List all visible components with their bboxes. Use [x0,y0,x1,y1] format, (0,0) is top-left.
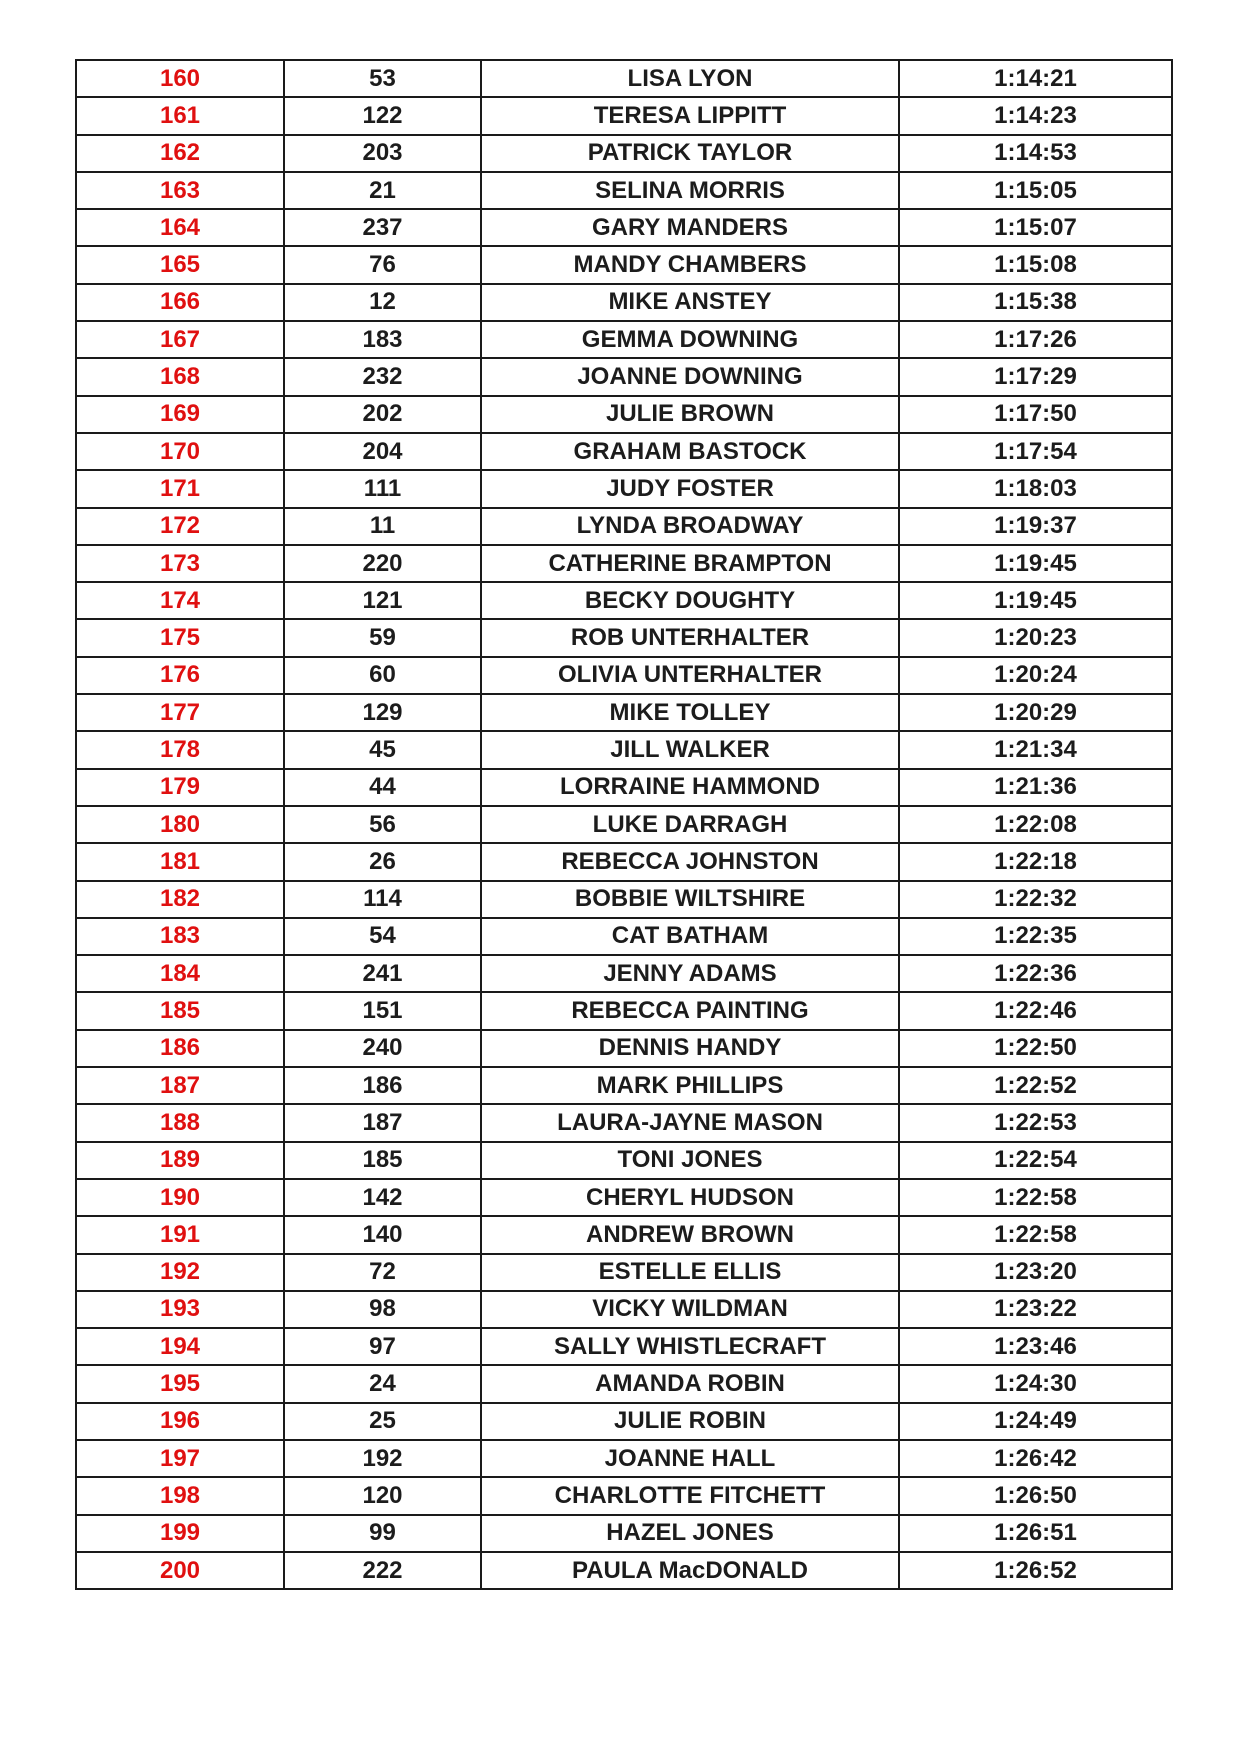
runner-name: HAZEL JONES [481,1515,899,1552]
runner-name: JILL WALKER [481,731,899,768]
bib-number: 122 [284,97,481,134]
finish-position: 166 [76,284,284,321]
runner-name: BOBBIE WILTSHIRE [481,881,899,918]
runner-name: CAT BATHAM [481,918,899,955]
result-row [76,97,1172,134]
runner-name: LISA LYON [481,60,899,97]
finish-time: 1:22:36 [899,955,1172,992]
result-row [76,1142,1172,1179]
finish-time: 1:17:26 [899,321,1172,358]
finish-time: 1:15:08 [899,246,1172,283]
finish-time: 1:22:54 [899,1142,1172,1179]
runner-name: CATHERINE BRAMPTON [481,545,899,582]
bib-number: 202 [284,396,481,433]
finish-position: 196 [76,1403,284,1440]
runner-name: OLIVIA UNTERHALTER [481,657,899,694]
result-row [76,881,1172,918]
runner-name: AMANDA ROBIN [481,1365,899,1402]
finish-position: 162 [76,135,284,172]
finish-time: 1:22:46 [899,992,1172,1029]
finish-position: 194 [76,1328,284,1365]
finish-time: 1:24:30 [899,1365,1172,1402]
bib-number: 203 [284,135,481,172]
bib-number: 111 [284,470,481,507]
finish-time: 1:22:53 [899,1104,1172,1141]
finish-position: 165 [76,246,284,283]
finish-time: 1:18:03 [899,470,1172,507]
finish-position: 179 [76,769,284,806]
finish-position: 195 [76,1365,284,1402]
finish-position: 191 [76,1216,284,1253]
runner-name: TONI JONES [481,1142,899,1179]
finish-time: 1:19:37 [899,508,1172,545]
finish-position: 197 [76,1440,284,1477]
result-row [76,284,1172,321]
bib-number: 25 [284,1403,481,1440]
bib-number: 97 [284,1328,481,1365]
result-row [76,1254,1172,1291]
bib-number: 129 [284,694,481,731]
finish-position: 199 [76,1515,284,1552]
results-table-body [76,60,1172,1589]
bib-number: 59 [284,619,481,656]
finish-time: 1:21:34 [899,731,1172,768]
finish-position: 175 [76,619,284,656]
result-row [76,396,1172,433]
finish-time: 1:23:22 [899,1291,1172,1328]
bib-number: 72 [284,1254,481,1291]
finish-time: 1:22:08 [899,806,1172,843]
runner-name: LYNDA BROADWAY [481,508,899,545]
runner-name: REBECCA PAINTING [481,992,899,1029]
runner-name: JULIE BROWN [481,396,899,433]
bib-number: 151 [284,992,481,1029]
finish-position: 189 [76,1142,284,1179]
finish-position: 167 [76,321,284,358]
finish-time: 1:24:49 [899,1403,1172,1440]
finish-time: 1:26:51 [899,1515,1172,1552]
result-row [76,843,1172,880]
finish-position: 187 [76,1067,284,1104]
finish-time: 1:26:52 [899,1552,1172,1589]
finish-position: 182 [76,881,284,918]
bib-number: 120 [284,1477,481,1514]
runner-name: REBECCA JOHNSTON [481,843,899,880]
bib-number: 53 [284,60,481,97]
finish-position: 170 [76,433,284,470]
bib-number: 44 [284,769,481,806]
finish-position: 188 [76,1104,284,1141]
result-row [76,60,1172,97]
result-row [76,358,1172,395]
finish-position: 180 [76,806,284,843]
bib-number: 237 [284,209,481,246]
finish-position: 171 [76,470,284,507]
runner-name: JULIE ROBIN [481,1403,899,1440]
result-row [76,1403,1172,1440]
finish-time: 1:20:29 [899,694,1172,731]
finish-time: 1:14:53 [899,135,1172,172]
result-row [76,731,1172,768]
runner-name: LORRAINE HAMMOND [481,769,899,806]
bib-number: 192 [284,1440,481,1477]
finish-time: 1:22:58 [899,1216,1172,1253]
bib-number: 11 [284,508,481,545]
runner-name: MIKE TOLLEY [481,694,899,731]
result-row [76,582,1172,619]
finish-position: 169 [76,396,284,433]
finish-position: 164 [76,209,284,246]
finish-time: 1:23:46 [899,1328,1172,1365]
bib-number: 60 [284,657,481,694]
finish-time: 1:22:32 [899,881,1172,918]
finish-time: 1:17:29 [899,358,1172,395]
runner-name: LUKE DARRAGH [481,806,899,843]
finish-position: 183 [76,918,284,955]
finish-time: 1:22:58 [899,1179,1172,1216]
finish-position: 192 [76,1254,284,1291]
finish-position: 161 [76,97,284,134]
bib-number: 186 [284,1067,481,1104]
bib-number: 26 [284,843,481,880]
bib-number: 241 [284,955,481,992]
finish-position: 168 [76,358,284,395]
runner-name: CHERYL HUDSON [481,1179,899,1216]
runner-name: MARK PHILLIPS [481,1067,899,1104]
runner-name: ESTELLE ELLIS [481,1254,899,1291]
bib-number: 54 [284,918,481,955]
runner-name: SALLY WHISTLECRAFT [481,1328,899,1365]
result-row [76,246,1172,283]
finish-time: 1:15:07 [899,209,1172,246]
runner-name: JOANNE HALL [481,1440,899,1477]
result-row [76,694,1172,731]
results-table [75,59,1173,1590]
result-row [76,209,1172,246]
result-row [76,1104,1172,1141]
result-row [76,918,1172,955]
result-row [76,1440,1172,1477]
finish-time: 1:22:52 [899,1067,1172,1104]
bib-number: 76 [284,246,481,283]
bib-number: 142 [284,1179,481,1216]
result-row [76,508,1172,545]
bib-number: 21 [284,172,481,209]
finish-time: 1:23:20 [899,1254,1172,1291]
runner-name: JENNY ADAMS [481,955,899,992]
finish-time: 1:20:24 [899,657,1172,694]
finish-position: 200 [76,1552,284,1589]
result-row [76,1552,1172,1589]
bib-number: 232 [284,358,481,395]
result-row [76,433,1172,470]
result-row [76,1477,1172,1514]
finish-time: 1:26:42 [899,1440,1172,1477]
finish-time: 1:17:50 [899,396,1172,433]
finish-time: 1:17:54 [899,433,1172,470]
bib-number: 187 [284,1104,481,1141]
runner-name: JOANNE DOWNING [481,358,899,395]
runner-name: VICKY WILDMAN [481,1291,899,1328]
result-row [76,470,1172,507]
result-row [76,1291,1172,1328]
bib-number: 56 [284,806,481,843]
finish-position: 184 [76,955,284,992]
result-row [76,135,1172,172]
finish-position: 176 [76,657,284,694]
bib-number: 222 [284,1552,481,1589]
bib-number: 220 [284,545,481,582]
finish-position: 190 [76,1179,284,1216]
result-row [76,1179,1172,1216]
bib-number: 204 [284,433,481,470]
result-row [76,955,1172,992]
finish-position: 160 [76,60,284,97]
finish-position: 193 [76,1291,284,1328]
runner-name: GARY MANDERS [481,209,899,246]
result-row [76,172,1172,209]
runner-name: PATRICK TAYLOR [481,135,899,172]
finish-time: 1:22:35 [899,918,1172,955]
runner-name: PAULA MacDONALD [481,1552,899,1589]
finish-time: 1:14:23 [899,97,1172,134]
finish-position: 186 [76,1030,284,1067]
finish-position: 172 [76,508,284,545]
bib-number: 99 [284,1515,481,1552]
bib-number: 240 [284,1030,481,1067]
finish-time: 1:19:45 [899,545,1172,582]
result-row [76,1328,1172,1365]
bib-number: 121 [284,582,481,619]
bib-number: 24 [284,1365,481,1402]
runner-name: CHARLOTTE FITCHETT [481,1477,899,1514]
bib-number: 114 [284,881,481,918]
result-row [76,1216,1172,1253]
finish-position: 173 [76,545,284,582]
result-row [76,545,1172,582]
runner-name: BECKY DOUGHTY [481,582,899,619]
finish-time: 1:22:18 [899,843,1172,880]
runner-name: MANDY CHAMBERS [481,246,899,283]
result-row [76,806,1172,843]
result-row [76,769,1172,806]
runner-name: GRAHAM BASTOCK [481,433,899,470]
runner-name: LAURA-JAYNE MASON [481,1104,899,1141]
finish-position: 185 [76,992,284,1029]
runner-name: SELINA MORRIS [481,172,899,209]
runner-name: GEMMA DOWNING [481,321,899,358]
finish-position: 181 [76,843,284,880]
finish-time: 1:19:45 [899,582,1172,619]
finish-time: 1:21:36 [899,769,1172,806]
finish-time: 1:26:50 [899,1477,1172,1514]
finish-position: 178 [76,731,284,768]
runner-name: DENNIS HANDY [481,1030,899,1067]
finish-time: 1:15:38 [899,284,1172,321]
result-row [76,321,1172,358]
result-row [76,657,1172,694]
finish-position: 174 [76,582,284,619]
runner-name: ROB UNTERHALTER [481,619,899,656]
bib-number: 45 [284,731,481,768]
bib-number: 185 [284,1142,481,1179]
bib-number: 12 [284,284,481,321]
bib-number: 183 [284,321,481,358]
result-row [76,1515,1172,1552]
runner-name: JUDY FOSTER [481,470,899,507]
runner-name: MIKE ANSTEY [481,284,899,321]
finish-position: 163 [76,172,284,209]
result-row [76,1365,1172,1402]
finish-position: 198 [76,1477,284,1514]
finish-time: 1:15:05 [899,172,1172,209]
runner-name: TERESA LIPPITT [481,97,899,134]
result-row [76,1030,1172,1067]
finish-time: 1:20:23 [899,619,1172,656]
runner-name: ANDREW BROWN [481,1216,899,1253]
finish-time: 1:22:50 [899,1030,1172,1067]
finish-time: 1:14:21 [899,60,1172,97]
result-row [76,1067,1172,1104]
bib-number: 98 [284,1291,481,1328]
result-row [76,619,1172,656]
result-row [76,992,1172,1029]
bib-number: 140 [284,1216,481,1253]
finish-position: 177 [76,694,284,731]
